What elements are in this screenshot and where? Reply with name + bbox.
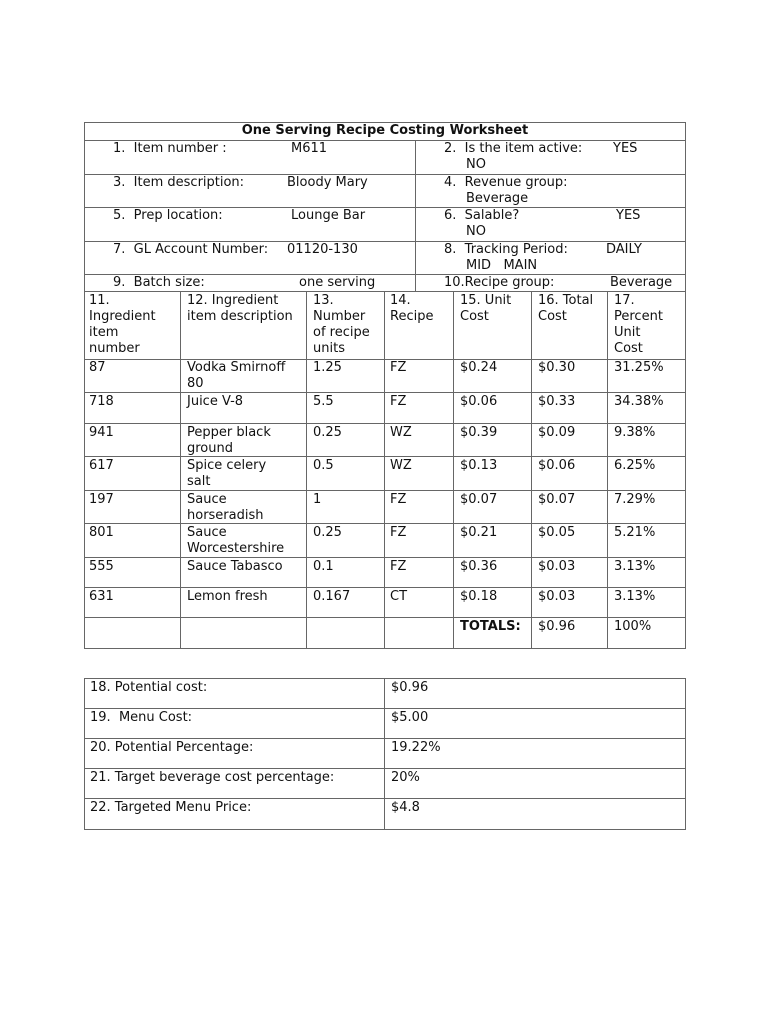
recipe-units: 0.1 (313, 559, 334, 574)
batch-size-value: one serving (299, 275, 376, 290)
divider (84, 359, 686, 360)
batch-size-label: 9. Batch size: (113, 275, 205, 290)
ingredient-number: 941 (89, 425, 114, 440)
recipe-units: 0.167 (313, 589, 351, 604)
divider (384, 291, 385, 649)
ingredient-description-2: horseradish (187, 508, 264, 523)
revenue-group-value: Beverage (466, 191, 529, 206)
divider (84, 617, 686, 618)
recipe-units: 5.5 (313, 394, 334, 409)
salable-label: 6. Salable? (444, 208, 520, 223)
divider (84, 291, 686, 292)
recipe-unit-code: FZ (390, 360, 407, 375)
column-header-line: Percent (614, 309, 663, 324)
summary-label: 22. Targeted Menu Price: (90, 800, 252, 815)
ingredient-description: Vodka Smirnoff (187, 360, 286, 375)
column-header-line: 14. (390, 293, 411, 308)
unit-cost: $0.18 (460, 589, 498, 604)
tracking-period-value-2: MID MAIN (466, 258, 538, 273)
ingredient-number: 87 (89, 360, 106, 375)
divider (84, 587, 686, 588)
recipe-units: 1.25 (313, 360, 342, 375)
column-header-line: of recipe (313, 325, 370, 340)
percent-cost: 6.25% (614, 458, 656, 473)
recipe-unit-code: CT (390, 589, 408, 604)
divider (306, 291, 307, 649)
item-description-label: 3. Item description: (113, 175, 245, 190)
total-cost: $0.06 (538, 458, 576, 473)
percent-cost: 5.21% (614, 525, 656, 540)
salable-no: NO (466, 224, 486, 239)
divider (84, 523, 686, 524)
column-header-line: 12. Ingredient (187, 293, 279, 308)
divider (84, 490, 686, 491)
total-cost: $0.09 (538, 425, 576, 440)
gl-account-value: 01120-130 (287, 242, 358, 257)
ingredient-number: 555 (89, 559, 114, 574)
percent-cost: 34.38% (614, 394, 664, 409)
total-cost: $0.03 (538, 559, 576, 574)
revenue-group-label: 4. Revenue group: (444, 175, 568, 190)
column-header-line: Ingredient (89, 309, 156, 324)
percent-cost: 3.13% (614, 589, 656, 604)
column-header-line: Cost (538, 309, 567, 324)
recipe-unit-code: WZ (390, 458, 412, 473)
summary-label: 18. Potential cost: (90, 680, 208, 695)
ingredient-number: 801 (89, 525, 114, 540)
recipe-units: 0.25 (313, 425, 342, 440)
divider (84, 392, 686, 393)
prep-location-label: 5. Prep location: (113, 208, 223, 223)
unit-cost: $0.39 (460, 425, 498, 440)
item-active-yes: YES (613, 141, 638, 156)
recipe-group-value: Beverage (610, 275, 673, 290)
total-cost: $0.33 (538, 394, 576, 409)
summary-value: $4.8 (391, 800, 420, 815)
column-header-line: item description (187, 309, 293, 324)
recipe-unit-code: FZ (390, 525, 407, 540)
ingredient-description: Lemon fresh (187, 589, 268, 604)
divider (384, 678, 385, 830)
total-cost: $0.07 (538, 492, 576, 507)
divider (607, 291, 608, 649)
item-active-label: 2. Is the item active: (444, 141, 583, 156)
ingredient-number: 197 (89, 492, 114, 507)
summary-label: 20. Potential Percentage: (90, 740, 254, 755)
unit-cost: $0.36 (460, 559, 498, 574)
column-header-line: Number (313, 309, 366, 324)
summary-value: 19.22% (391, 740, 441, 755)
unit-cost: $0.07 (460, 492, 498, 507)
item-description-value: Bloody Mary (287, 175, 368, 190)
divider (84, 423, 686, 424)
total-cost: $0.30 (538, 360, 576, 375)
item-number-label: 1. Item number : (113, 141, 227, 156)
totals-percent: 100% (614, 619, 652, 634)
worksheet-title: One Serving Recipe Costing Worksheet (241, 123, 529, 138)
unit-cost: $0.21 (460, 525, 498, 540)
divider (415, 140, 416, 291)
recipe-unit-code: WZ (390, 425, 412, 440)
column-header-line: 13. (313, 293, 334, 308)
unit-cost: $0.06 (460, 394, 498, 409)
summary-label: 21. Target beverage cost percentage: (90, 770, 335, 785)
percent-cost: 3.13% (614, 559, 656, 574)
totals-cost: $0.96 (538, 619, 576, 634)
tracking-period-label: 8. Tracking Period: (444, 242, 568, 257)
ingredient-description: Spice celery (187, 458, 267, 473)
recipe-group-label: 10.Recipe group: (444, 275, 555, 290)
column-header-line: Unit (614, 325, 641, 340)
ingredient-description-2: Worcestershire (187, 541, 285, 556)
ingredient-description-2: ground (187, 441, 233, 456)
recipe-unit-code: FZ (390, 394, 407, 409)
column-header-line: 15. Unit (460, 293, 512, 308)
unit-cost: $0.13 (460, 458, 498, 473)
divider (84, 456, 686, 457)
ingredient-description: Sauce (187, 492, 227, 507)
column-header-line: Cost (460, 309, 489, 324)
prep-location-value: Lounge Bar (291, 208, 366, 223)
column-header-line: 17. (614, 293, 635, 308)
column-header-line: item (89, 325, 119, 340)
total-cost: $0.03 (538, 589, 576, 604)
divider (84, 557, 686, 558)
recipe-units: 0.25 (313, 525, 342, 540)
ingredient-description: Pepper black (187, 425, 271, 440)
unit-cost: $0.24 (460, 360, 498, 375)
summary-label: 19. Menu Cost: (90, 710, 193, 725)
percent-cost: 9.38% (614, 425, 656, 440)
divider (531, 291, 532, 649)
recipe-units: 1 (313, 492, 322, 507)
column-header-line: 11. (89, 293, 110, 308)
column-header-line: number (89, 341, 140, 356)
percent-cost: 31.25% (614, 360, 664, 375)
item-active-no: NO (466, 157, 486, 172)
summary-value: 20% (391, 770, 420, 785)
ingredient-description-2: salt (187, 474, 211, 489)
column-header-line: Cost (614, 341, 643, 356)
ingredient-number: 617 (89, 458, 114, 473)
ingredient-description: Sauce (187, 525, 227, 540)
summary-value: $0.96 (391, 680, 429, 695)
recipe-unit-code: FZ (390, 559, 407, 574)
divider (180, 291, 181, 649)
recipe-unit-code: FZ (390, 492, 407, 507)
column-header-line: units (313, 341, 345, 356)
summary-value: $5.00 (391, 710, 429, 725)
total-cost: $0.05 (538, 525, 576, 540)
tracking-period-value: DAILY (606, 242, 642, 257)
worksheet-border (84, 122, 686, 649)
ingredient-number: 631 (89, 589, 114, 604)
column-header-line: Recipe (390, 309, 434, 324)
gl-account-label: 7. GL Account Number: (113, 242, 269, 257)
recipe-units: 0.5 (313, 458, 334, 473)
divider (453, 291, 454, 649)
ingredient-number: 718 (89, 394, 114, 409)
salable-yes: YES (616, 208, 641, 223)
percent-cost: 7.29% (614, 492, 656, 507)
totals-label: TOTALS: (460, 619, 521, 634)
item-number-value: M611 (291, 141, 328, 156)
column-header-line: 16. Total (538, 293, 594, 308)
ingredient-description-2: 80 (187, 376, 204, 391)
ingredient-description: Juice V-8 (187, 394, 244, 409)
ingredient-description: Sauce Tabasco (187, 559, 283, 574)
